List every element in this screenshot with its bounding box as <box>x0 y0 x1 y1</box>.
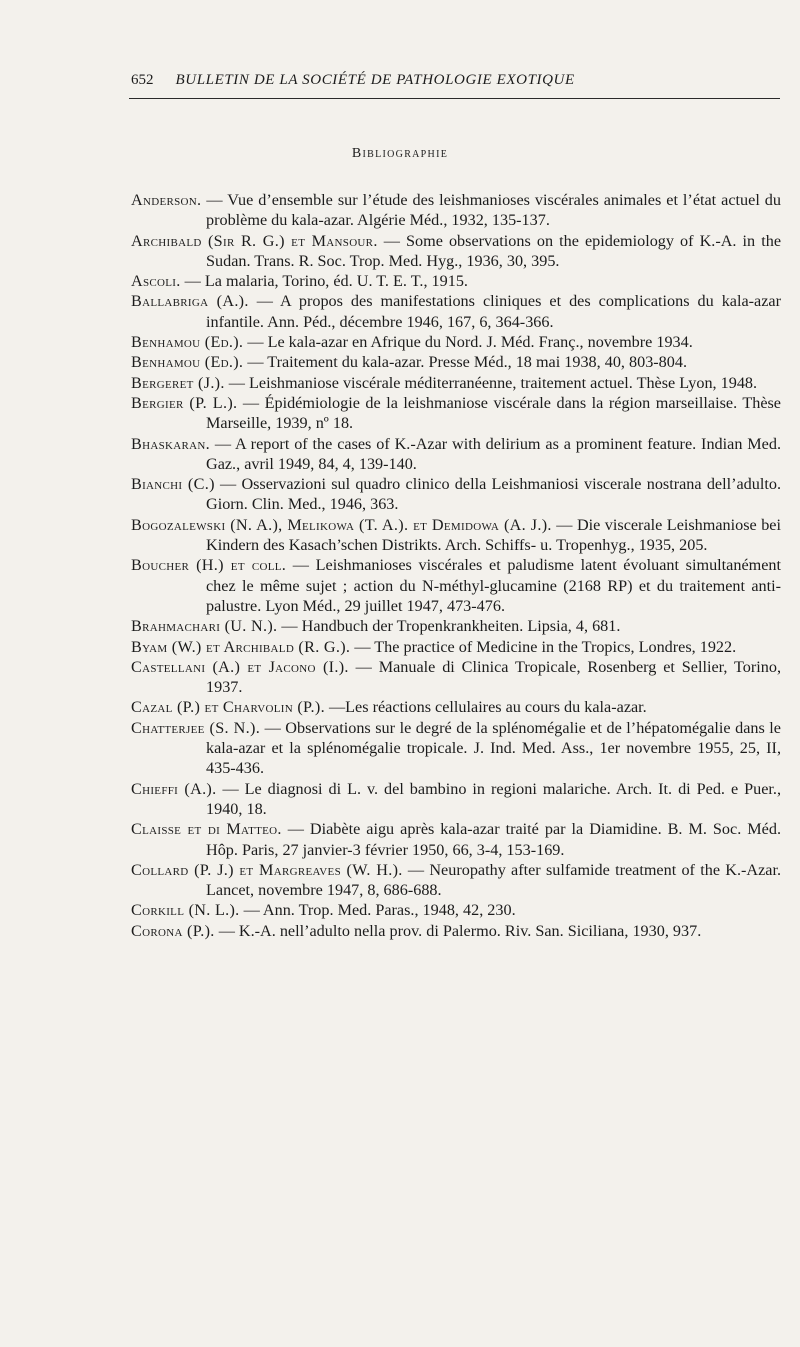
entry-text: — La malaria, Torino, éd. U. T. E. T., 1915. <box>180 272 468 291</box>
bibliography-entry <box>131 779 781 820</box>
bibliography-entry <box>131 474 781 515</box>
bibliography-entry <box>131 697 781 717</box>
bibliography-entry <box>131 616 781 636</box>
entry-authors: Claisse et di Matteo. <box>131 820 282 839</box>
entry-authors: Bianchi (C.) <box>131 475 215 494</box>
entry-text: — A report of the cases of K.-Azar with delirium as a prominent feature. Indian Med. Gaz., avril 1949, 84, 4, 139-140. <box>206 434 781 473</box>
entry-text: — Die viscerale Leishmaniose bei Kindern des Kasach’schen Distrikts. Arch. Schiffs- u. Tropenhyg., 1935, 205. <box>206 515 781 555</box>
entry-text: — Leishmanioses viscérales et paludisme latent évoluant simultanément chez le même sujet ; action du N-méthyl-glucamine (2168 RP) et du traitement anti-palustre. Lyon Méd., 29 juillet 1947, 473-476. <box>206 556 781 615</box>
bibliography-entry <box>131 332 781 352</box>
page-number: 652 <box>131 72 154 88</box>
bibliography-entry <box>131 637 781 657</box>
running-header <box>131 72 780 89</box>
entry-text: — A propos des manifestations cliniques et des complications du kala-azar infantile. Ann. Péd., décembre 1946, 167, 6, 364-366. <box>206 292 781 331</box>
entry-authors: Collard (P. J.) et Margreaves (W. H.). <box>131 860 403 879</box>
entry-authors: Benhamou (Ed.). <box>131 333 244 352</box>
entry-authors: Bergeret (J.). <box>131 373 225 392</box>
bibliography-entry <box>131 190 781 231</box>
entry-text: — Manuale di Clinica Tropicale, Rosenberg et Sellier, Torino, 1937. <box>206 657 781 697</box>
entry-text: — The practice of Medicine in the Tropics, Londres, 1922. <box>350 637 737 656</box>
bibliography-entry <box>131 900 781 920</box>
entry-text: — K.-A. nell’adulto nella prov. di Palermo. Riv. San. Siciliana, 1930, 937. <box>214 921 702 940</box>
entry-authors: Anderson. <box>131 191 202 209</box>
bibliography-entry <box>131 860 781 901</box>
entry-authors: Byam (W.) et Archibald (R. G.). <box>131 637 351 656</box>
entry-text: — Le diagnosi di L. v. del bambino in regioni malariche. Arch. It. di Ped. e Puer., 1940, 18. <box>206 779 781 818</box>
bibliography-entry <box>131 231 781 272</box>
entry-text: — Leishmaniose viscérale méditerranéenne, traitement actuel. Thèse Lyon, 1948. <box>224 373 758 392</box>
entry-authors: Bhaskaran. <box>131 434 210 453</box>
entry-text: — Épidémiologie de la leishmaniose viscérale dans la région marseillaise. Thèse Marseille, 1939, nº 18. <box>206 393 781 433</box>
bibliography-entry <box>131 271 781 291</box>
entry-authors: Chatterjee (S. N.). <box>131 718 261 737</box>
entry-authors: Bergier (P. L.). <box>131 393 238 412</box>
journal-title: BULLETIN DE LA SOCIÉTÉ DE PATHOLOGIE EXOTIQUE <box>175 72 575 88</box>
entry-text: — Vue d’ensemble sur l’étude des leishmanioses viscérales animales et l’état actuel du problème du kala-azar. Algérie Méd., 1932, 135-137. <box>201 191 781 230</box>
bibliography-entry <box>131 515 781 556</box>
entry-authors: Chieffi (A.). <box>131 779 217 798</box>
entry-authors: Ballabriga (A.). <box>131 292 249 311</box>
entry-authors: Corona (P.). <box>131 921 215 940</box>
entry-authors: Archibald (Sir R. G.) et Mansour. <box>131 231 378 250</box>
bibliography-entry <box>131 657 781 698</box>
header-rule <box>129 98 780 99</box>
bibliography-entry <box>131 373 781 393</box>
entry-authors: Cazal (P.) et Charvolin (P.). <box>131 698 325 717</box>
entry-text: — Handbuch der Tropenkrankheiten. Lipsia, 4, 681. <box>277 617 621 636</box>
bibliography-entry <box>131 291 781 332</box>
bibliography-entry <box>131 434 781 475</box>
entry-authors: Corkill (N. L.). <box>131 901 240 920</box>
section-title: Bibliographie <box>351 146 449 161</box>
entry-authors: Boucher (H.) et coll. <box>131 556 287 575</box>
bibliography-entry <box>131 555 781 616</box>
entry-text: — Some observations on the epidemiology of K.-A. in the Sudan. Trans. R. Soc. Trop. Med. Hyg., 1936, 30, 395. <box>206 231 781 270</box>
bibliography-entry <box>131 718 781 779</box>
entry-text: — Osservazioni sul quadro clinico della Leishmaniosi viscerale nostrana dell’adulto. Giorn. Clin. Med., 1946, 363. <box>206 475 781 514</box>
entry-text: — Traitement du kala-azar. Presse Méd., 18 mai 1938, 40, 803-804. <box>243 353 688 372</box>
entry-text: — Observations sur le degré de la splénomégalie et de l’hépatomégalie dans le kala-azar et la splénomégalie tropicale. J. Ind. Med. Ass., 1er novembre 1955, 25, II, 435-436. <box>206 718 781 778</box>
bibliography-entry <box>131 819 781 860</box>
entry-text: — Ann. Trop. Med. Paras., 1948, 42, 230. <box>239 901 516 920</box>
entry-authors: Bogozalewski (N. A.), Melikowa (T. A.). et Demidowa (A. J.). <box>131 515 552 534</box>
entry-text: — Neuropathy after sulfamide treatment of the K.-Azar. Lancet, novembre 1947, 8, 686-688. <box>206 860 781 900</box>
bibliography-entry <box>131 352 781 372</box>
entry-authors: Ascoli. <box>131 272 181 291</box>
entry-text: — Le kala-azar en Afrique du Nord. J. Méd. Franç., novembre 1934. <box>243 333 693 352</box>
entry-authors: Castellani (A.) et Jacono (I.). <box>131 657 349 676</box>
entry-text: — Diabète aigu après kala-azar traité par la Diamidine. B. M. Soc. Méd. Hôp. Paris, 27 janvier-3 février 1950, 66, 3-4, 153-169. <box>206 820 781 859</box>
entry-text: —Les réactions cellulaires au cours du kala-azar. <box>324 698 647 717</box>
bibliography-list <box>131 190 781 941</box>
entry-authors: Benhamou (Ed.). <box>131 353 244 372</box>
bibliography-entry <box>131 921 781 941</box>
entry-authors: Brahmachari (U. N.). <box>131 617 278 636</box>
bibliography-entry <box>131 393 781 434</box>
